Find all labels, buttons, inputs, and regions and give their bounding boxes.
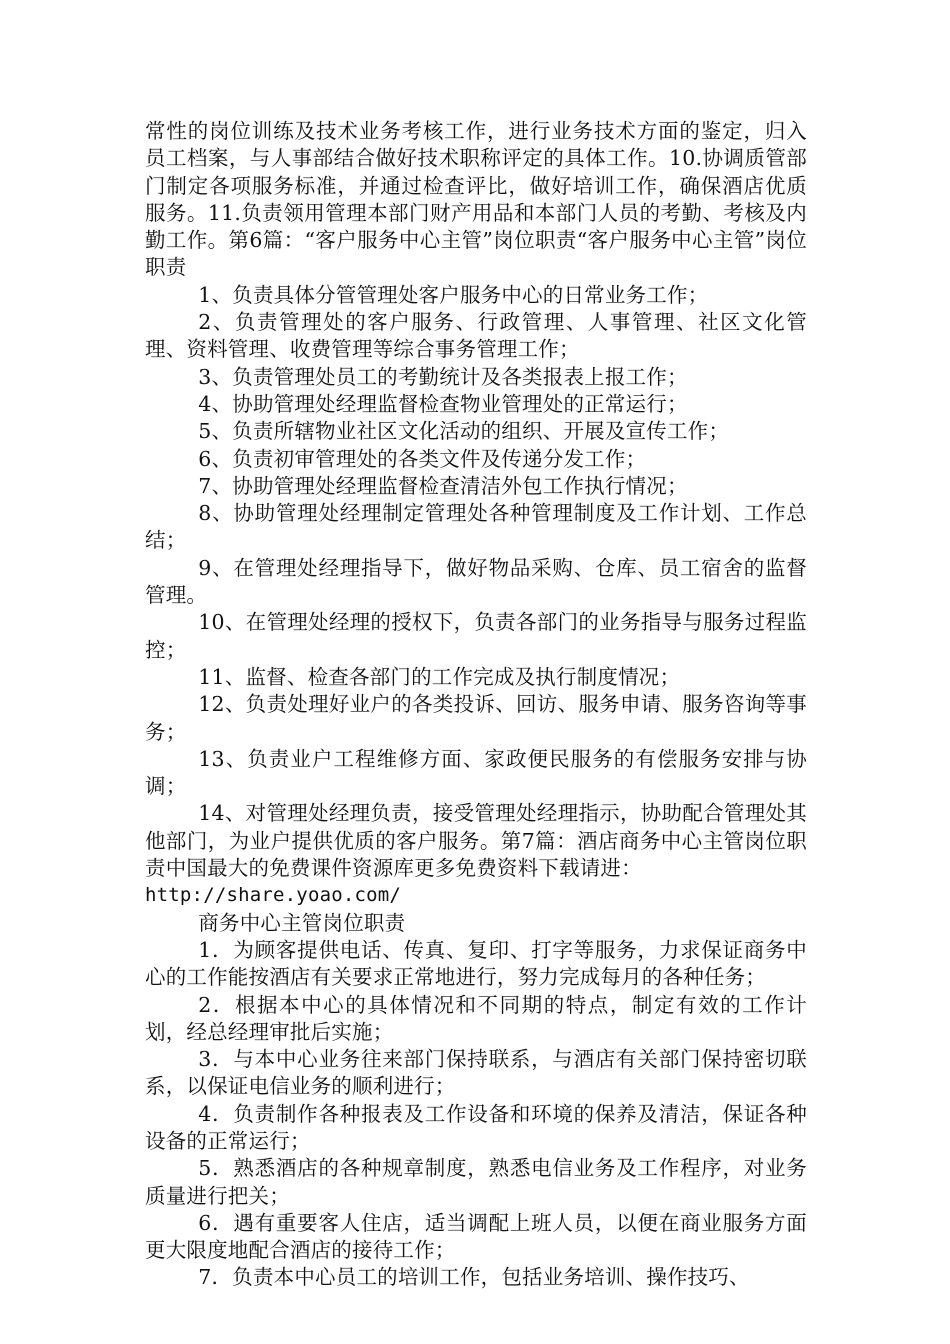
- document-page: [145, 118, 807, 1292]
- list-item: 4．负责制作各种报表及工作设备和环境的保养及清洁，保证各种设备的正常运行；: [145, 1101, 807, 1153]
- list-item: 6．遇有重要客人住店，适当调配上班人员，以便在商业服务方面更大限度地配合酒店的接待工作；: [145, 1210, 807, 1263]
- list-item: 13、负责业户工程维修方面、家政便民服务的有偿服务安排与协调；: [145, 746, 807, 799]
- list-item: 6、负责初审管理处的各类文件及传递分发工作；: [198, 446, 647, 471]
- list-item: 8、协助管理处经理制定管理处各种管理制度及工作计划、工作总结；: [145, 501, 807, 553]
- list-item: 7．负责本中心员工的培训工作，包括业务培训、操作技巧、: [198, 1265, 750, 1290]
- list-item: 5、负责所辖物业社区文化活动的组织、开展及宣传工作；: [198, 419, 730, 444]
- list-item: 3、负责管理处员工的考勤统计及各类报表上报工作；: [198, 364, 688, 389]
- list-item: 1．为顾客提供电话、传真、复印、打字等服务，力求保证商务中心的工作能按酒店有关要求正常地进行，努力完成每月的各种任务；: [145, 937, 807, 990]
- list-item: 9、在管理处经理指导下，做好物品采购、仓库、员工宿舍的监督管理。: [145, 555, 807, 608]
- paragraph-intro: 常性的岗位训练及技术业务考核工作，进行业务技术方面的鉴定，归入员工档案，与人事部结合做好技术职称评定的具体工作。10.协调质管部门制定各项服务标准，并通过检查评比，做好培训工作，确保酒店优质服务。11.负责领用管理本部门财产用品和本部门人员的考勤、考核及内勤工作。第6篇：“客户服务中心主管”岗位职责“客户服务中心主管”岗位职责: [145, 119, 807, 280]
- list-item: 1、负责具体分管管理处客户服务中心的日常业务工作；: [198, 282, 709, 307]
- list-item: 4、协助管理处经理监督检查物业管理处的正常运行；: [198, 391, 688, 416]
- list-item: 14、对管理处经理负责，接受管理处经理指示，协助配合管理处其他部门，为业户提供优质的客户服务。第7篇：酒店商务中心主管岗位职责中国最大的免费课件资源库更多免费资料下载请进：: [145, 801, 807, 881]
- list-item: 5．熟悉酒店的各种规章制度，熟悉电信业务及工作程序，对业务质量进行把关；: [145, 1156, 807, 1208]
- list-item: 3．与本中心业务往来部门保持联系，与酒店有关部门保持密切联系，以保证电信业务的顺利进行；: [145, 1047, 807, 1099]
- download-url: http://share.yoao.com/: [145, 884, 402, 907]
- list-item: 11、监督、检查各部门的工作完成及执行制度情况；: [198, 664, 681, 689]
- list-item: 7、协助管理处经理监督检查清洁外包工作执行情况；: [198, 473, 688, 498]
- list-item: 2．根据本中心的具体情况和不同期的特点，制定有效的工作计划，经总经理审批后实施；: [145, 992, 807, 1044]
- list-item: 12、负责处理好业户的各类投诉、回访、服务申请、服务咨询等事务；: [145, 692, 807, 744]
- section-heading: 商务中心主管岗位职责: [198, 910, 406, 935]
- list-item: 10、在管理处经理的授权下，负责各部门的业务指导与服务过程监控；: [145, 610, 807, 662]
- list-item: 2、负责管理处的客户服务、行政管理、人事管理、社区文化管理、资料管理、收费管理等综合事务管理工作；: [145, 310, 807, 362]
